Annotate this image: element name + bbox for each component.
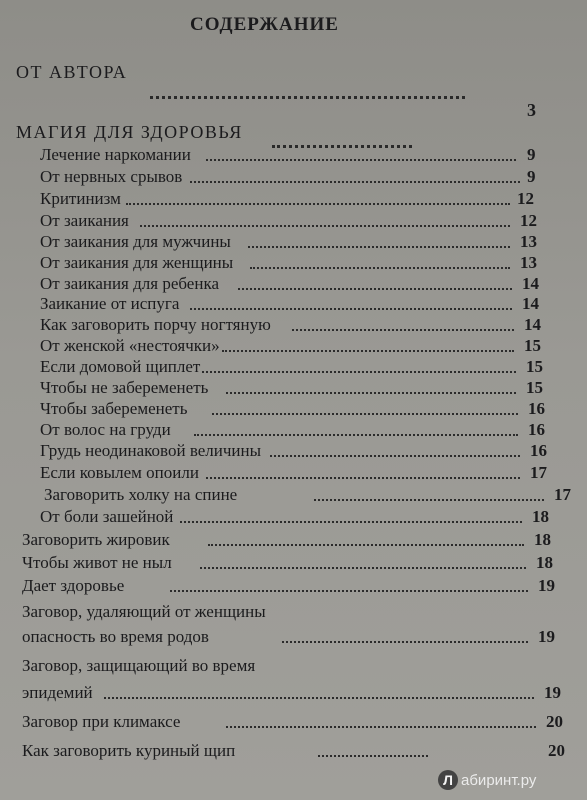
leader-dots [126,203,510,205]
leader-dots [226,392,516,394]
entry-label: От женской «нестоячки» [40,336,220,355]
entry-page-number: 20 [546,712,563,731]
list-item [0,145,587,169]
entry-label: Критинизм [40,189,121,208]
entry-label: От заикания для женщины [40,253,234,272]
list-item [0,441,587,465]
entry-label: От заикания для мужчины [40,232,231,251]
list-item [0,463,587,487]
list-item [0,712,587,736]
watermark-text: абиринт.ру [461,772,537,789]
entry-page-number: 20 [548,741,565,760]
entry-label: Заговорить холку на спине [44,485,238,504]
entry-page-number: 19 [538,627,555,646]
entry-label: Чтобы живот не ныл [22,553,172,572]
entry-label: От боли зашейной [40,507,174,526]
list-item [0,576,587,600]
section-label: МАГИЯ ДЛЯ ЗДОРОВЬЯ [16,122,243,142]
leader-dots [190,308,512,310]
section-page-number: 3 [527,100,536,120]
entry-label: опасность во время родов [22,627,209,646]
list-item [0,167,587,191]
page-title: СОДЕРЖАНИЕ [190,14,339,35]
list-item [0,530,587,554]
entry-page-number: 15 [526,378,543,397]
leader-dots [104,697,534,699]
leader-dots [212,413,518,415]
entry-label: Дает здоровье [22,576,125,595]
list-item [0,602,587,626]
watermark-logo [438,770,536,790]
entry-label: Грудь неодинаковой величины [40,441,262,460]
entry-label: Как заговорить куриный щип [22,741,236,760]
list-item [0,627,587,651]
leader-dots [140,225,510,227]
entry-label: Заговорить жировик [22,530,170,549]
entry-label: От заикания [40,211,129,230]
entry-page-number: 18 [534,530,551,549]
entry-label: От нервных срывов [40,167,183,186]
entry-page-number: 12 [520,211,537,230]
entry-label: Чтобы забеременеть [40,399,188,418]
list-item [0,553,587,577]
leader-dots [180,521,522,523]
entry-page-number: 15 [526,357,543,376]
entry-page-number: 14 [522,294,539,313]
entry-label: Заговор, защищающий во время [22,656,256,675]
leader-dots [292,329,514,331]
leader-dots [314,499,544,501]
leader-dots [206,159,516,161]
entry-label: Заговор, удаляющий от женщины [22,602,266,621]
leader-dots [190,181,520,183]
entry-label: Лечение наркомании [40,145,191,164]
section-label: ОТ АВТОРА [16,62,128,82]
entry-label: эпидемий [22,683,93,702]
leader-dots [318,755,428,757]
leader-dots [194,434,518,436]
leader-dots [248,246,510,248]
entry-label: Заикание от испуга [40,294,180,313]
list-item [0,507,587,531]
entry-page-number: 18 [532,507,549,526]
entry-label: Как заговорить порчу ногтяную [40,315,271,334]
entry-label: Если ковылем опоили [40,463,199,482]
entry-label: Заговор при климаксе [22,712,181,731]
leader-dots [222,350,514,352]
entry-page-number: 17 [530,463,547,482]
leader-dots [238,288,512,290]
leader-dots [200,567,526,569]
entry-page-number: 17 [554,485,571,504]
entry-label: Если домовой щиплет [40,357,201,376]
entry-label: От волос на груди [40,420,171,439]
list-item [0,189,587,213]
entry-page-number: 16 [530,441,547,460]
entry-label: Чтобы не забеременеть [40,378,209,397]
entry-page-number: 14 [524,315,541,334]
entry-page-number: 16 [528,399,545,418]
leader-dots [170,590,528,592]
list-item [0,683,587,707]
entry-page-number: 9 [527,145,536,164]
leader-dots [250,267,510,269]
leader-dots [282,641,528,643]
entry-page-number: 13 [520,253,537,272]
leader-dots [270,455,520,457]
entry-page-number: 15 [524,336,541,355]
list-item [0,741,587,765]
entry-page-number: 13 [520,232,537,251]
entry-page-number: 19 [544,683,561,702]
entry-page-number: 19 [538,576,555,595]
leader-dots [226,726,536,728]
entry-page-number: 12 [517,189,534,208]
labirint-logo-icon: Л [438,770,458,790]
entry-label: От заикания для ребенка [40,274,219,293]
entry-page-number: 16 [528,420,545,439]
entry-page-number: 9 [527,167,536,186]
entry-page-number: 14 [522,274,539,293]
leader-dots [202,371,516,373]
leader-dots [206,477,520,479]
list-item [22,485,587,509]
list-item [0,656,587,680]
entry-page-number: 18 [536,553,553,572]
leader-dots [208,544,524,546]
